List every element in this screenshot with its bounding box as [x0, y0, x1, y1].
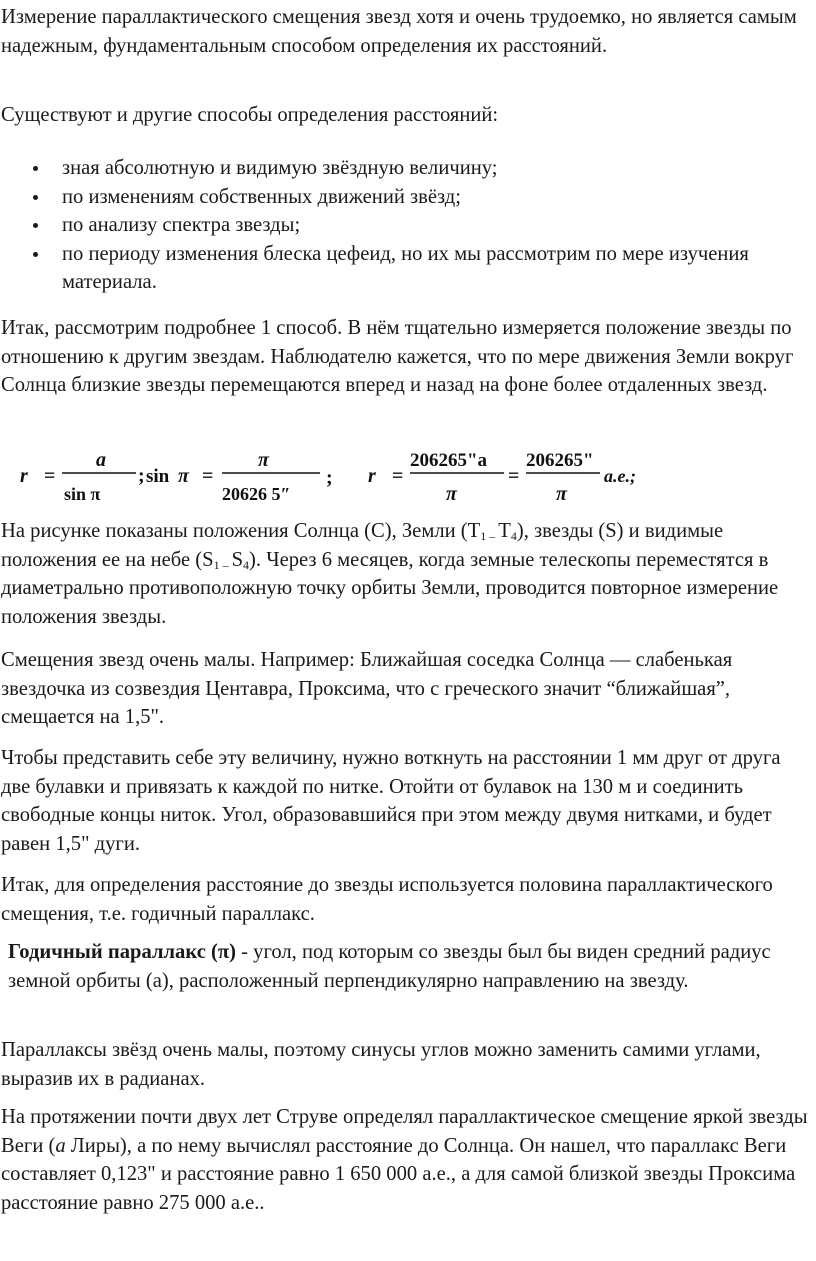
paragraph-method-one: Итак, рассмотрим подробнее 1 способ. В нём тщательно измеряется положение звезды по отношению к другим звездам. Наблюдателю кажется, что по мере движения Земли вокруг Солнца близкие звезды перемещаются вперед и назад на фоне более отдаленных звезд. — [1, 317, 794, 396]
bullet-icon — [33, 195, 38, 200]
formula-sin: sin — [146, 466, 170, 487]
formula-sin-pi: sin π — [64, 484, 101, 504]
paragraph-small-shifts: Смещения звезд очень малы. Например: Ближайшая соседка Солнца — слабенькая звездочка из созвездия Центавра, Проксима, что с греческого значит “ближайшая”, смещается на 1,5". — [1, 649, 733, 728]
formula-eq: = — [44, 465, 56, 487]
list-item: зная абсолютную и видимую звёздную величину; — [0, 154, 810, 183]
bullet-icon — [33, 252, 38, 257]
paragraph-annual-parallax: Годичный параллакс (π) - угол, под которым со звезды был бы виден средний радиус земной орбиты (а), расположенный перпендикулярно направлению на звезду. — [8, 941, 771, 992]
formula-semi1: ; — [138, 465, 145, 487]
paragraph-half-shift: Итак, для определения расстояние до звезды используется половина параллактического смещения, т.е. годичный параллакс. — [1, 874, 773, 925]
formula-eq4: = — [508, 465, 520, 487]
paragraph-struve: На протяжении почти двух лет Струве определял параллактическое смещение яркой звезды Веги (a Лиры), а по нему вычислял расстояние до Солнца. Он нашел, что параллакс Веги составляет 0,123" и расстояние равно 1 650 000 а.е., а для самой близкой звезды Проксима расстояние равно 275 000 а.е.. — [1, 1106, 808, 1214]
paragraph-other-methods: Существуют и другие способы определения расстояний: — [1, 104, 499, 126]
formula-a: a — [96, 449, 106, 471]
formula-eq3: = — [392, 465, 404, 487]
methods-list — [0, 154, 810, 297]
paragraph-small-parallaxes: Параллаксы звёзд очень малы, поэтому синусы углов можно заменить самими углами, выразив их в радианах. — [1, 1039, 761, 1090]
formula-semi2: ; — [326, 467, 333, 489]
bullet-icon — [33, 166, 38, 171]
formula-r2: r — [368, 465, 376, 487]
formula-r: r — [20, 465, 28, 487]
formula-eq2: = — [202, 465, 214, 487]
paragraph-intro: Измерение параллактического смещения звезд хотя и очень трудоемко, но является самым надежным, фундаментальным способом определения их расстояний. — [1, 6, 797, 57]
formula-num3: 206265" — [526, 450, 594, 471]
formula-pi3: π — [556, 483, 567, 505]
list-item: по изменениям собственных движений звёзд; — [0, 183, 810, 212]
paragraph-pins-example: Чтобы представить себе эту величину, нужно воткнуть на расстоянии 1 мм друг от друга две булавки и привязать к каждой по нитке. Отойти от булавок на 130 м и соединить свободные концы ниток. Угол, образовавшийся при этом между двумя нитками, и будет равен 1,5" дуги. — [1, 747, 781, 855]
formula-den1: 20626 5″ — [222, 484, 291, 504]
bullet-icon — [33, 223, 38, 228]
formula-num2: 206265"a — [410, 450, 488, 471]
annual-parallax-term: Годичный параллакс (π) — [8, 941, 236, 963]
parallax-formula — [18, 440, 658, 508]
paragraph-figure-description: На рисунке показаны положения Солнца (С), Земли ($Т_{1 -}$ $Т_4$), звезды (S) и видимые положения ее на небе ($S_{1 -}$ $S_4$). Через 6 месяцев, когда земные телескопы переместятся в диаметрально противоположную точку орбиты Земли, проводится повторное измерение положения звезды. — [1, 520, 779, 628]
formula-pi2: π — [446, 483, 457, 505]
list-item: по периоду изменения блеска цефеид, но их мы рассмотрим по мере изучения материала. — [0, 240, 810, 297]
formula-pi: π — [178, 465, 189, 487]
formula-pi-num: π — [258, 449, 269, 471]
formula-unit: a.e.; — [604, 466, 636, 486]
list-item: по анализу спектра звезды; — [0, 211, 810, 240]
formula-graphic — [18, 440, 658, 508]
